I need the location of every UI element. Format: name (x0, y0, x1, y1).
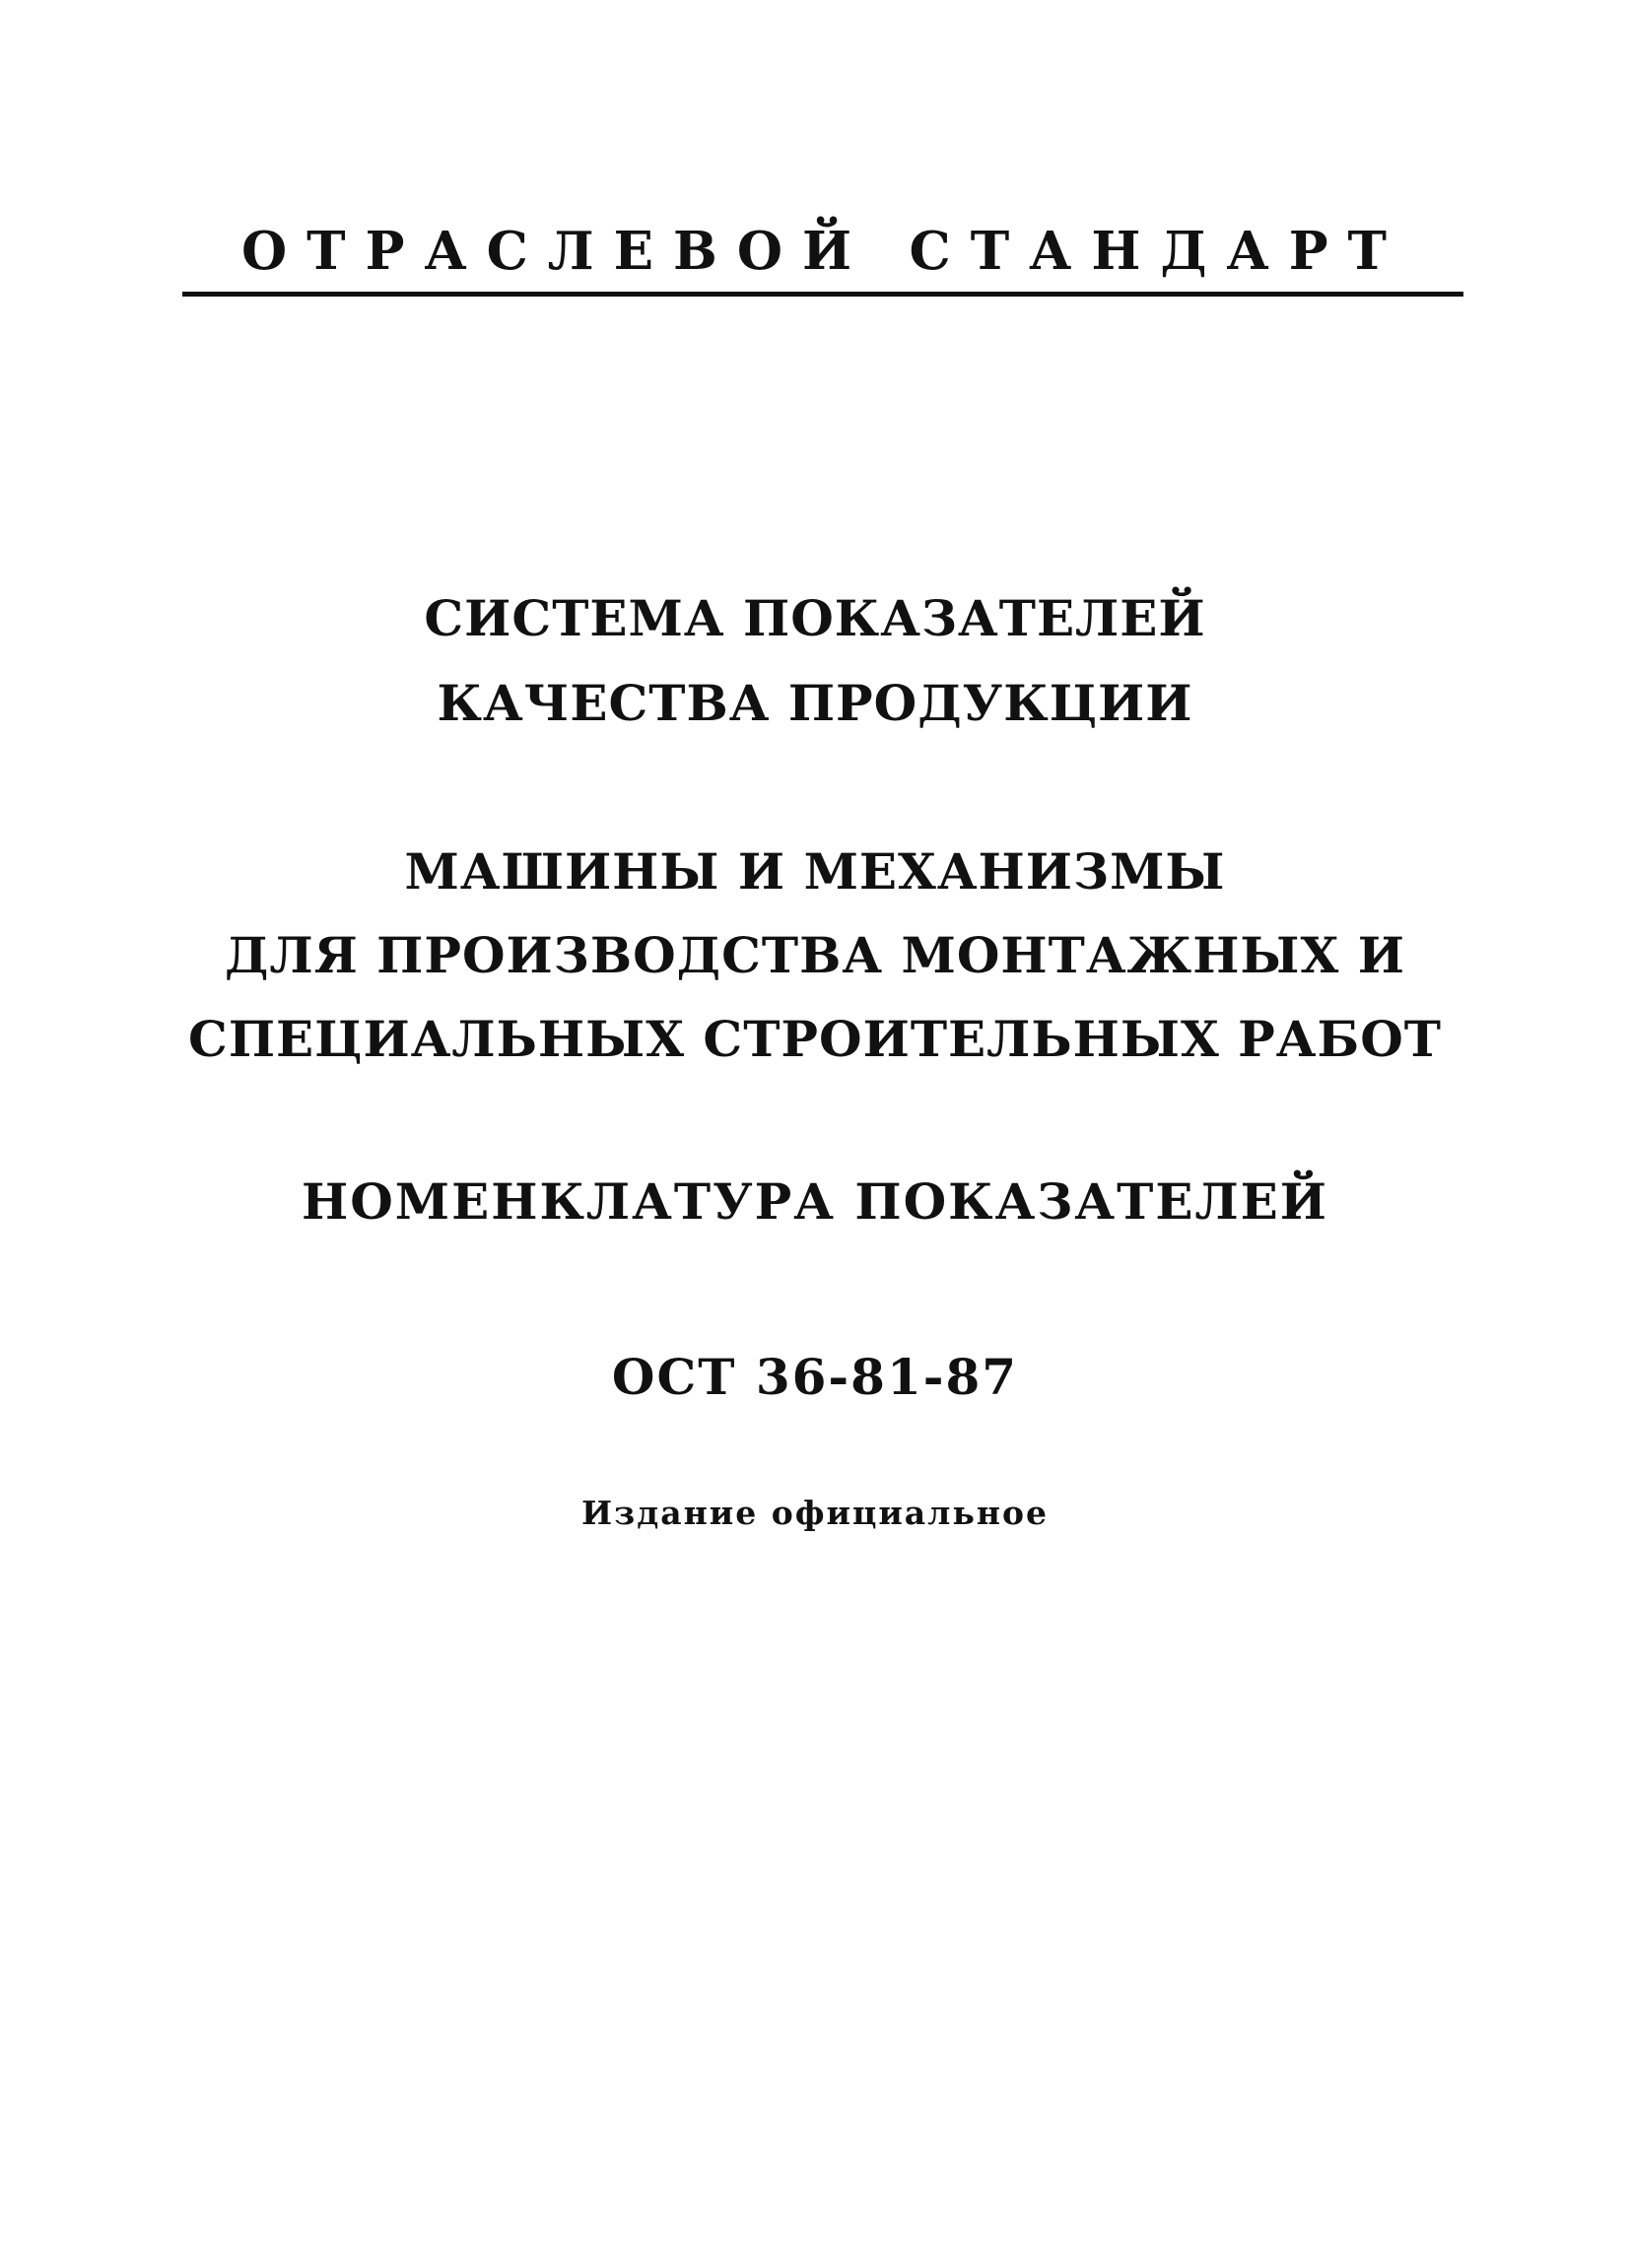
subject-title-line: СПЕЦИАЛЬНЫХ СТРОИТЕЛЬНЫХ РАБОТ (188, 1010, 1442, 1068)
edition-note: Издание официальное (580, 1494, 1050, 1532)
system-title (0, 576, 1630, 746)
system-title-line: КАЧЕСТВА ПРОДУКЦИИ (437, 674, 1193, 732)
subject-title (0, 830, 1630, 1081)
standard-code: ОСТ 36-81-87 (611, 1348, 1019, 1406)
header-divider (182, 292, 1463, 297)
subject-title-line: МАШИНЫ И МЕХАНИЗМЫ (404, 842, 1226, 901)
document-type-title: НОМЕНКЛАТУРА ПОКАЗАТЕЛЕЙ (301, 1172, 1329, 1231)
standard-header: ОТРАСЛЕВОЙ СТАНДАРТ (240, 221, 1406, 282)
system-title-line: СИСТЕМА ПОКАЗАТЕЛЕЙ (424, 589, 1206, 647)
subject-title-line: ДЛЯ ПРОИЗВОДСТВА МОНТАЖНЫХ И (225, 926, 1405, 984)
